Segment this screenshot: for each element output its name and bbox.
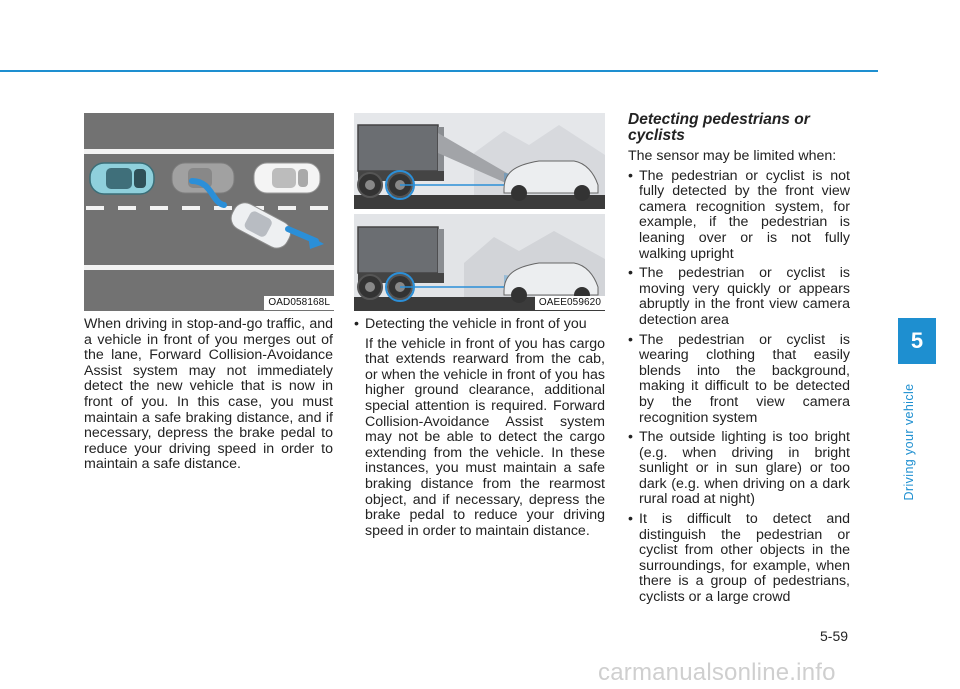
bullet-dot: • (354, 316, 359, 332)
section-title: Detecting pedestrians or cyclists (628, 111, 810, 144)
header-rule (0, 70, 878, 72)
list-item-text: The pedestrian or cyclist is wearing clothing that easily blends into the background, making it difficult to be detected by the front view camera recognition system (639, 331, 850, 426)
chapter-title: Driving your vehicle (902, 383, 916, 501)
list-item: • It is difficult to detect and distinguish the pedestrian or cyclist from other objects in the surroundings, for example, when there is a group of pedestrians, cyclists or a large crowd (628, 511, 850, 606)
chapter-number-tab[interactable]: 5 (898, 318, 936, 364)
left-paragraph: When driving in stop-and-go traffic, and a vehicle in front of you merges out of the lane, Forward Collision-Avoidance Assist system may not immediately detect the new vehicle that is now in front of you. In this case, you must maintain a safe braking distance, and if necessary, depress the brake pedal to reduce your driving speed in order to maintain a safe distance. (84, 316, 333, 473)
list-item: • The pedestrian or cyclist is wearing clothing that easily blends into the background, making it difficult to be detected by the front view camera recognition system (628, 331, 850, 426)
middle-column (354, 317, 605, 539)
middle-paragraph: If the vehicle in front of you has cargo that extends rearward from the cab, or when the vehicle in front of you has higher ground clearance, additional special attention is required. Forward Collision-Avoidance Assist system may not be able to detect the cargo extending from the vehicle. In these instances, you must maintain a safe braking distance from the rearmost object, and if necessary, depress the brake pedal to reduce your driving speed in order to maintain distance. (365, 335, 605, 539)
right-column (628, 149, 850, 610)
limitation-list (628, 169, 850, 606)
page-number: 5-59 (820, 628, 849, 644)
middle-bullet-text: Detecting the vehicle in front of you (365, 316, 587, 332)
faded-car-icon (172, 163, 234, 193)
list-item-text: The pedestrian or cyclist is moving very quickly or appears abruptly in the front view camera detection area (639, 265, 850, 328)
list-item-text: The outside lighting is too bright (e.g. when driving in bright sunlight or in sun glare) or too dark (e.g. when driving on a dark rural road at night) (639, 429, 850, 508)
chapter-title-vertical (902, 372, 920, 512)
figure-code: OAD058168L (264, 296, 334, 310)
ego-car-icon (90, 163, 154, 194)
figure-code: OAEE059620 (535, 296, 605, 310)
list-item: • The pedestrian or cyclist is not fully detected by the front view camera recognition system, for example, if the pedestrian is leaning over or is not fully walking upright (628, 167, 850, 262)
lane-merge-figure (84, 113, 334, 311)
lane-merge-illustration (84, 113, 334, 311)
right-intro: The sensor may be limited when: (628, 148, 837, 164)
list-item: • The outside lighting is too bright (e.g. when driving in bright sunlight or in sun glare) or too dark (e.g. when driving on a dark rural road at night) (628, 429, 850, 508)
middle-bullet (354, 317, 605, 333)
list-item: • The pedestrian or cyclist is moving very quickly or appears abruptly in the front view camera detection area (628, 265, 850, 328)
cargo-truck-illustration (354, 113, 605, 311)
lead-car-icon (254, 163, 320, 193)
list-item-text: It is difficult to detect and distinguish the pedestrian or cyclist from other objects in the surroundings, for example, when there is a group of pedestrians, cyclists or a large crowd (639, 511, 850, 606)
list-item-text: The pedestrian or cyclist is not fully detected by the front view camera recognition system, for example, if the pedestrian is leaning over or is not fully walking upright (639, 167, 850, 262)
truck-scene-top (354, 113, 605, 209)
cargo-truck-figure (354, 113, 605, 311)
watermark: carmanualsonline.info (598, 659, 836, 686)
